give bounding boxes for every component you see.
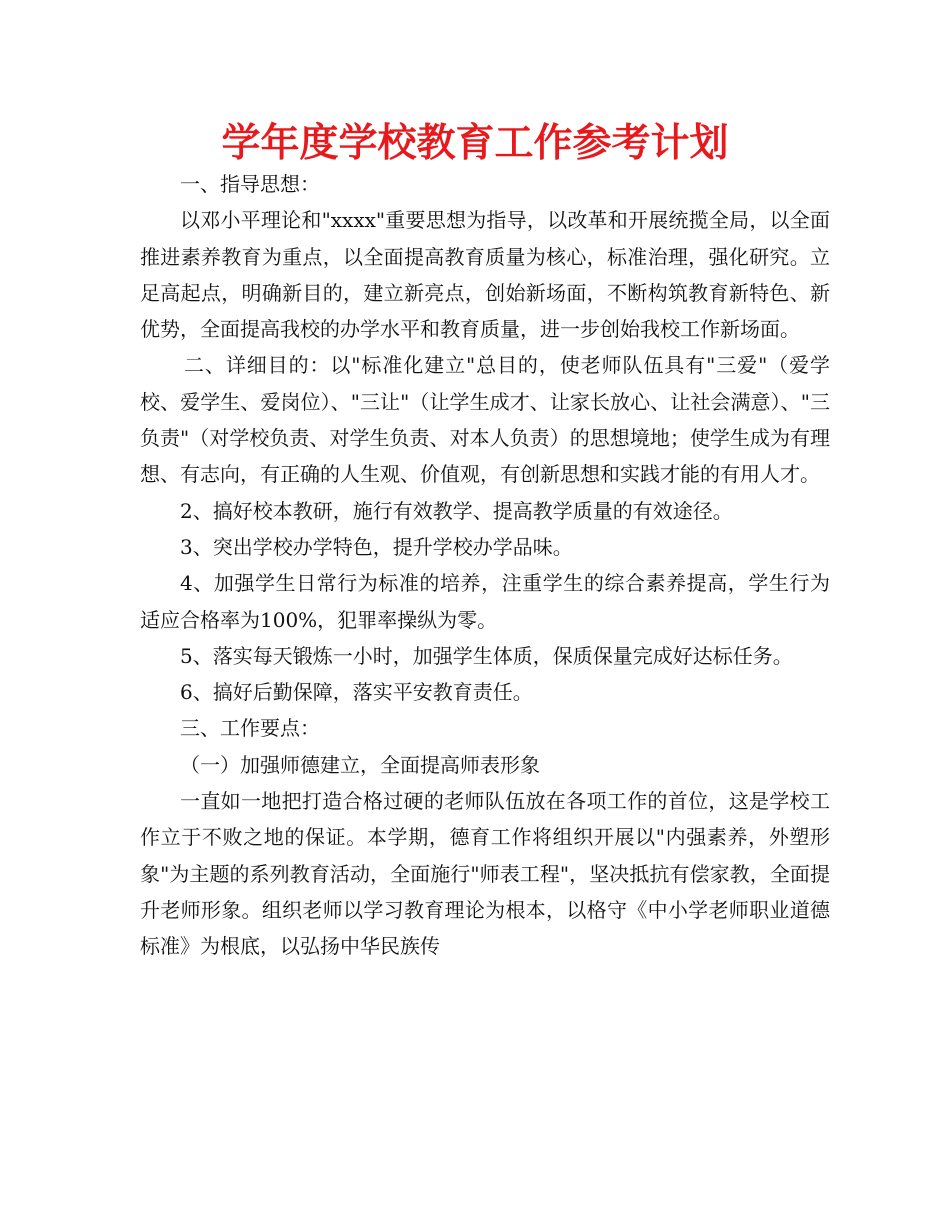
document-title: 学年度学校教育工作参考计划 bbox=[221, 121, 729, 166]
subsection-heading-teacher-ethics: （一）加强师德建立，全面提高师表形象 bbox=[180, 752, 540, 777]
section-heading-work-points: 三、工作要点： bbox=[180, 716, 320, 741]
paragraph-detailed-goals: 二、详细目的：以"标准化建立"总目的，使老师队伍具有"三爱"（爱学校、爱学生、爱岗位）、"三让"（让学生成才、让家长放心、让社会满意）、"三负责"（对学校负责、对学生负责、对本人负责）的思想境地；使学生成为有理想、有志向，有正确的人生观、价值观，有创新思想和实践才能的有用人才。 bbox=[140, 353, 830, 487]
paragraph-goal-6: 6、搞好后勤保障，落实平安教育责任。 bbox=[180, 680, 533, 705]
section-heading-guiding-ideology: 一、指导思想： bbox=[180, 172, 320, 196]
paragraph-goal-3: 3、突出学校办学特色，提升学校办学品味。 bbox=[180, 534, 573, 559]
paragraph-goal-5: 5、落实每天锻炼一小时，加强学生体质，保质保量完成好达标任务。 bbox=[180, 643, 793, 668]
paragraph-guiding-ideology: 以邓小平理论和"xxxx"重要思想为指导，以改革和开展统揽全局，以全面推进素养教育为重点，以全面提高教育质量为核心，标准治理，强化研究。立足高起点，明确新目的，建立新亮点，创始新场面，不断构筑教育新特色、新优势，全面提高我校的办学水平和教育质量，进一步创始我校工作新场面。 bbox=[140, 208, 830, 342]
document-body bbox=[140, 166, 830, 965]
paragraph-goal-4: 4、加强学生日常行为标准的培养，注重学生的综合素养提高，学生行为适应合格率为100%，犯罪率操纵为零。 bbox=[140, 571, 830, 632]
paragraph-teacher-ethics: 一直如一地把打造合格过硬的老师队伍放在各项工作的首位，这是学校工作立于不败之地的保证。本学期，德育工作将组织开展以"内强素养，外塑形象"为主题的系列教育活动，全面施行"师表工程"，坚决抵抗有偿家教，全面提升老师形象。组织老师以学习教育理论为根本，以格守《中小学老师职业道德标准》为根底，以弘扬中华民族传 bbox=[140, 789, 830, 959]
paragraph-goal-2: 2、搞好校本教研，施行有效教学、提高教学质量的有效途径。 bbox=[180, 498, 733, 523]
